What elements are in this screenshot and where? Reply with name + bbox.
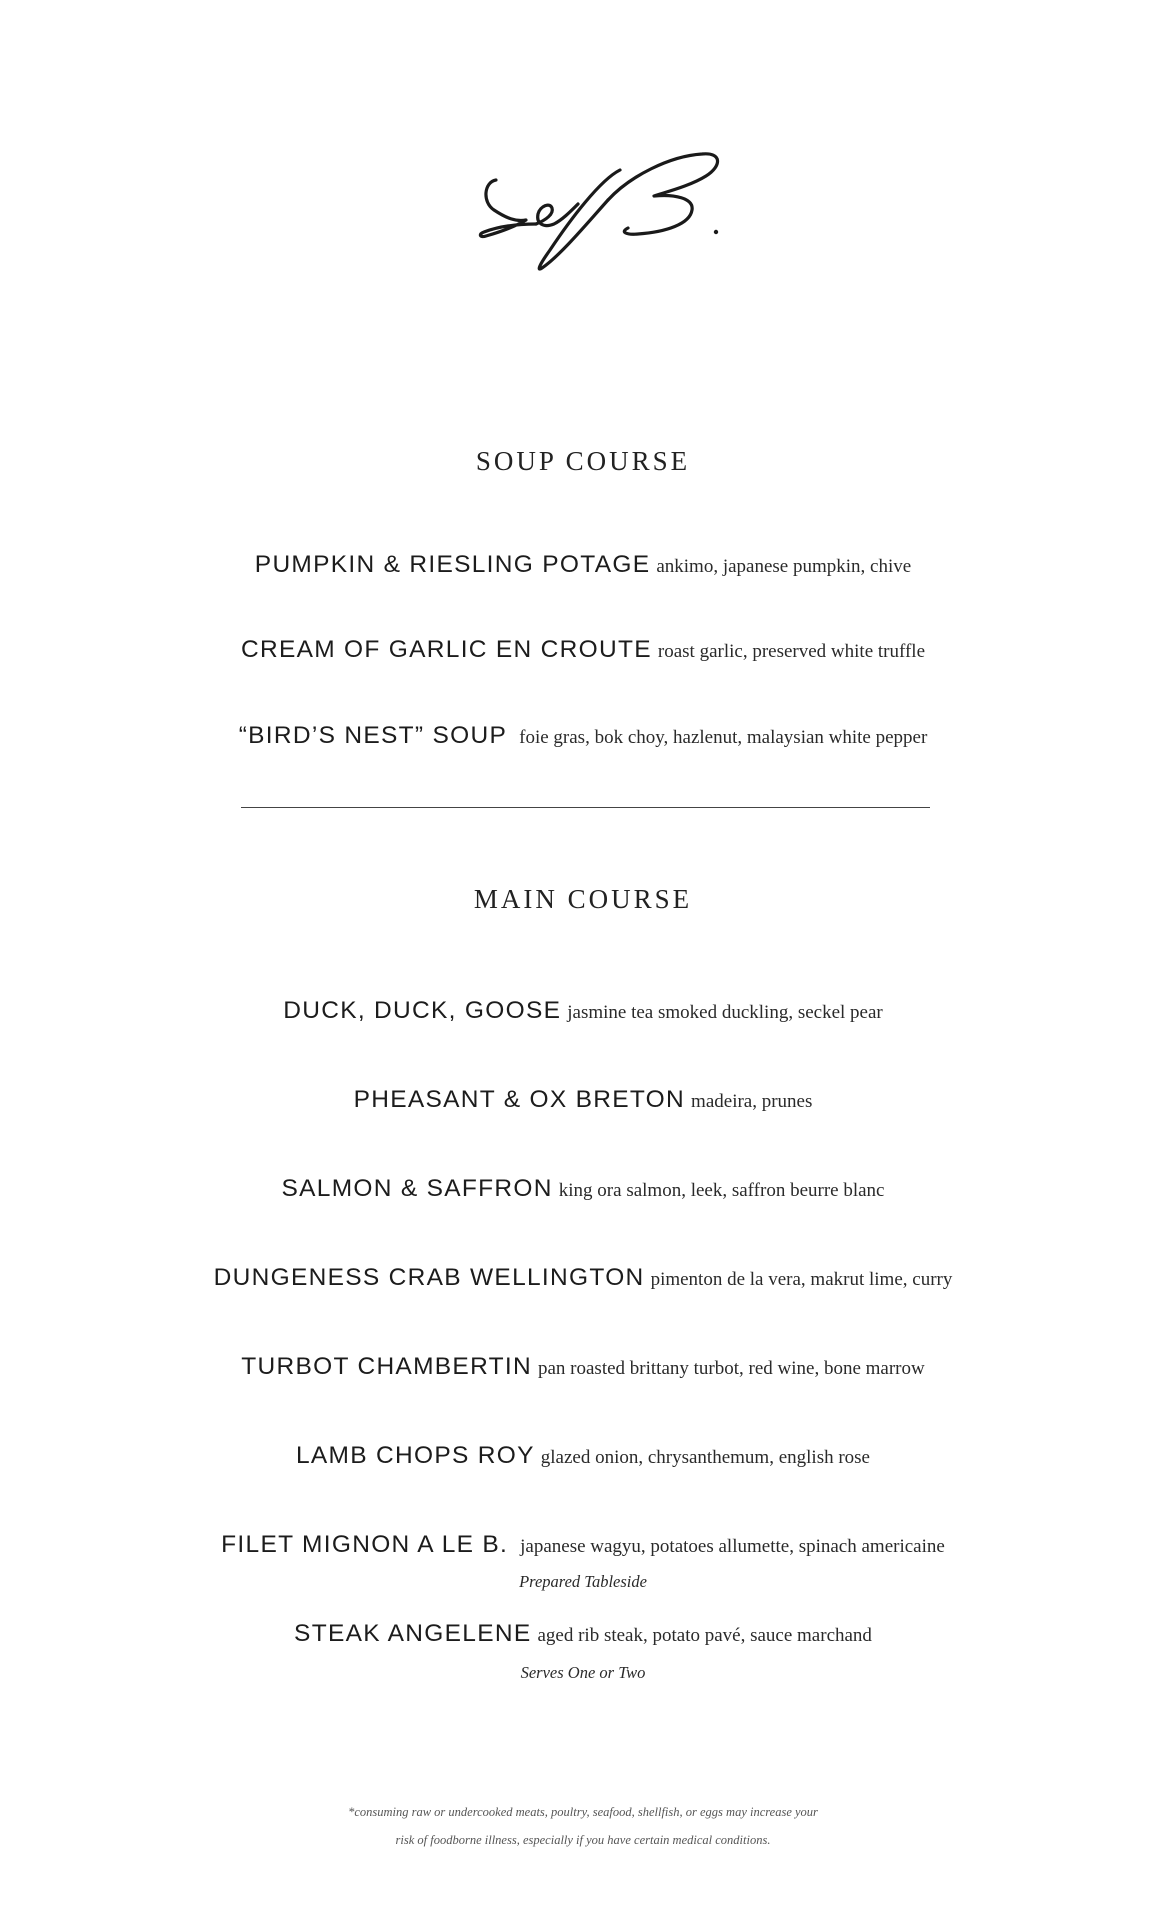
main-course-title: MAIN COURSE [473, 884, 693, 914]
main-item [0, 1622, 1166, 1647]
main-item-name: DUNGENESS CRAB WELLINGTON [213, 1264, 645, 1291]
soup-item [0, 724, 1166, 749]
main-item [0, 1444, 1166, 1469]
main-item [0, 1266, 1166, 1291]
soup-item [0, 638, 1166, 663]
main-item-name: DUCK, DUCK, GOOSE [283, 997, 562, 1024]
soup-item-name: “BIRD’S NEST” SOUP [238, 722, 508, 749]
main-item-name: TURBOT CHAMBERTIN [241, 1353, 532, 1380]
soup-item-name: PUMPKIN & RIESLING POTAGE [254, 551, 651, 578]
main-item-desc: aged rib steak, potato pavé, sauce marchand [537, 1625, 872, 1646]
main-item [0, 1088, 1166, 1113]
soup-item-desc: roast garlic, preserved white truffle [657, 641, 926, 662]
soup-item-desc: ankimo, japanese pumpkin, chive [656, 556, 912, 577]
main-item-note: Serves One or Two [520, 1663, 646, 1682]
section-divider [241, 807, 930, 808]
signature-logo [470, 140, 760, 300]
main-item-note: Prepared Tableside [519, 1572, 647, 1591]
main-item-desc: pimenton de la vera, makrut lime, curry [650, 1269, 953, 1290]
main-item-name: SALMON & SAFFRON [281, 1175, 553, 1202]
main-item-desc: pan roasted brittany turbot, red wine, bone marrow [537, 1358, 925, 1379]
soup-course-title: SOUP COURSE [475, 446, 691, 476]
main-item [0, 1533, 1166, 1558]
main-item [0, 1355, 1166, 1380]
main-item-desc: japanese wagyu, potatoes allumette, spinach americaine [520, 1536, 945, 1557]
soup-item-desc: foie gras, bok choy, hazlenut, malaysian white pepper [519, 727, 928, 748]
main-item-name: PHEASANT & OX BRETON [353, 1086, 686, 1113]
disclaimer-line-1: *consuming raw or undercooked meats, poultry, seafood, shellfish, or eggs may increase your [348, 1805, 818, 1819]
main-item [0, 999, 1166, 1024]
main-item-desc: madeira, prunes [691, 1091, 813, 1112]
soup-item-name: CREAM OF GARLIC EN CROUTE [240, 636, 652, 663]
signature-logo-icon [470, 140, 760, 300]
main-item-desc: king ora salmon, leek, saffron beurre blanc [558, 1180, 885, 1201]
main-item-name: LAMB CHOPS ROY [295, 1442, 535, 1469]
main-item-desc: glazed onion, chrysanthemum, english rose [540, 1447, 870, 1468]
disclaimer-line-2: risk of foodborne illness, especially if you have certain medical conditions. [395, 1833, 771, 1847]
main-item [0, 1177, 1166, 1202]
soup-item [0, 553, 1166, 578]
main-item-desc: jasmine tea smoked duckling, seckel pear [567, 1002, 883, 1023]
main-item-name: FILET MIGNON A LE B. [221, 1531, 509, 1558]
main-item-name: STEAK ANGELENE [294, 1620, 532, 1647]
